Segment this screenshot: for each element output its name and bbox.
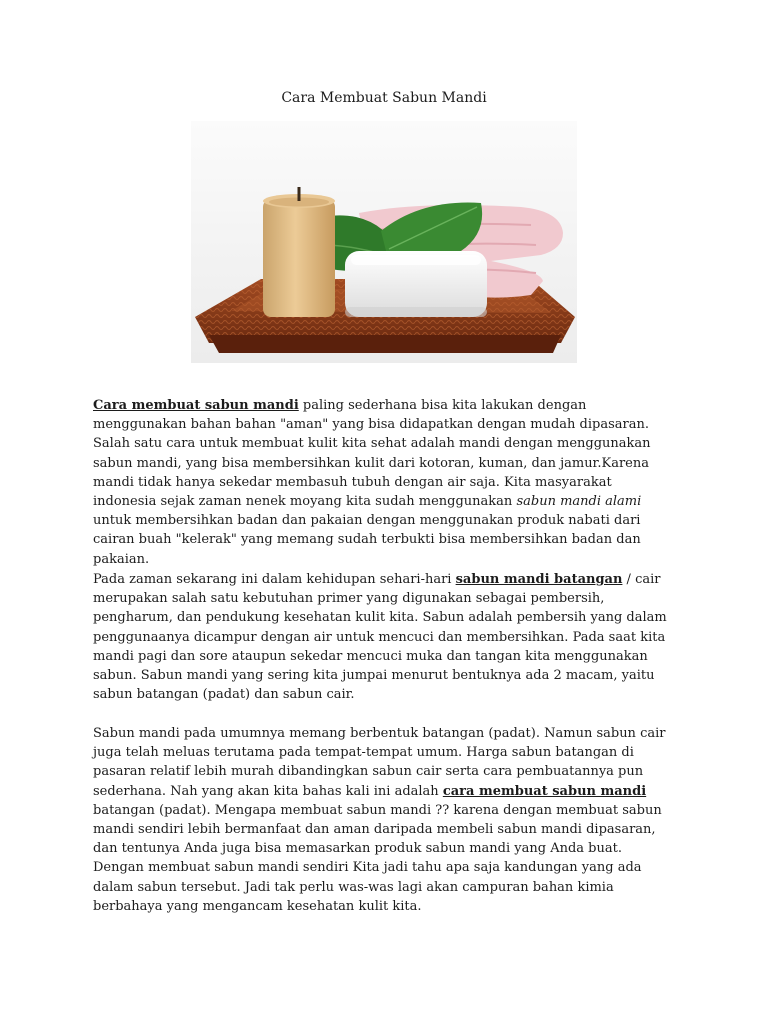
paragraph-intro [93, 396, 677, 569]
paragraph-text: Sabun mandi pada umumnya memang berbentuk batangan (padat). Namun sabun cair juga telah meluas terutama pada tempat-tempat umum. Harga sabun batangan di pasaran relatif lebih murah dibandingkan sabun cair serta cara pembuatannya pun sederhana. Nah yang akan kita bahas kali ini adalah [93, 726, 666, 799]
document-title: Cara Membuat Sabun Mandi [281, 90, 487, 106]
link-sabun-mandi-batangan[interactable]: sabun mandi batangan [455, 572, 623, 587]
paragraph-italic-text: sabun mandi alami [516, 494, 642, 510]
paragraph-text: / cair merupakan salah satu kebutuhan primer yang digunakan sebagai pembersih, pengharum, dan pendukung kesehatan kulit kita. Sabun adalah pembersih yang dalam penggunaanya dicampur dengan air untuk mencuci dan membersihkan. Pada saat kita mandi pagi dan sore ataupun sekedar mencuci muka dan tangan kita menggunakan sabun. Sabun mandi yang sering kita jumpai menurut bentuknya ada 2 macam, yaitu sabun batangan (padat) dan sabun cair. [93, 572, 667, 703]
paragraph-text: batangan (padat). Mengapa membuat sabun mandi ?? karena dengan membuat sabun mandi sendiri lebih bermanfaat dan aman daripada membeli sabun mandi dipasaran, dan tentunya Anda juga bisa memasarkan produk sabun mandi yang Anda buat. Dengan membuat sabun mandi sendiri Kita jadi tahu apa saja kandungan yang ada dalam sabun tersebut. Jadi tak perlu was-was lagi akan campuran bahan kimia berbahaya yang mengancam kesehatan kulit kita. [93, 802, 662, 914]
paragraph-text: Pada zaman sekarang ini dalam kehidupan sehari-hari [93, 572, 456, 587]
link-cara-membuat-sabun-mandi[interactable]: Cara membuat sabun mandi [93, 398, 299, 413]
link-cara-membuat-sabun-mandi-2[interactable]: cara membuat sabun mandi [442, 783, 647, 799]
paragraph-sabun-padat [93, 724, 677, 916]
soap-bar-shape [345, 251, 487, 317]
soap-photo-illustration [191, 121, 577, 363]
candle-shape [263, 187, 335, 317]
paragraph-text: untuk membersihkan badan dan pakaian dengan menggunakan produk nabati dari cairan buah "kelerak" yang memang sudah terbukti bisa membersihkan badan dan pakaian. [93, 513, 641, 567]
soap-photo [191, 121, 577, 363]
paragraph-text: paling sederhana bisa kita lakukan dengan menggunakan bahan bahan "aman" yang bisa didapatkan dengan mudah dipasaran. Salah satu cara untuk membuat kulit kita sehat adalah mandi dengan menggunakan sabun mandi, yang bisa membersihkan kulit dari kotoran, kuman, dan jamur.Karena mandi tidak hanya sekedar membasuh tubuh dengan air saja. Kita masyarakat indonesia sejak zaman nenek moyang kita sudah menggunakan [93, 398, 651, 510]
paragraph-kebutuhan [93, 570, 677, 704]
